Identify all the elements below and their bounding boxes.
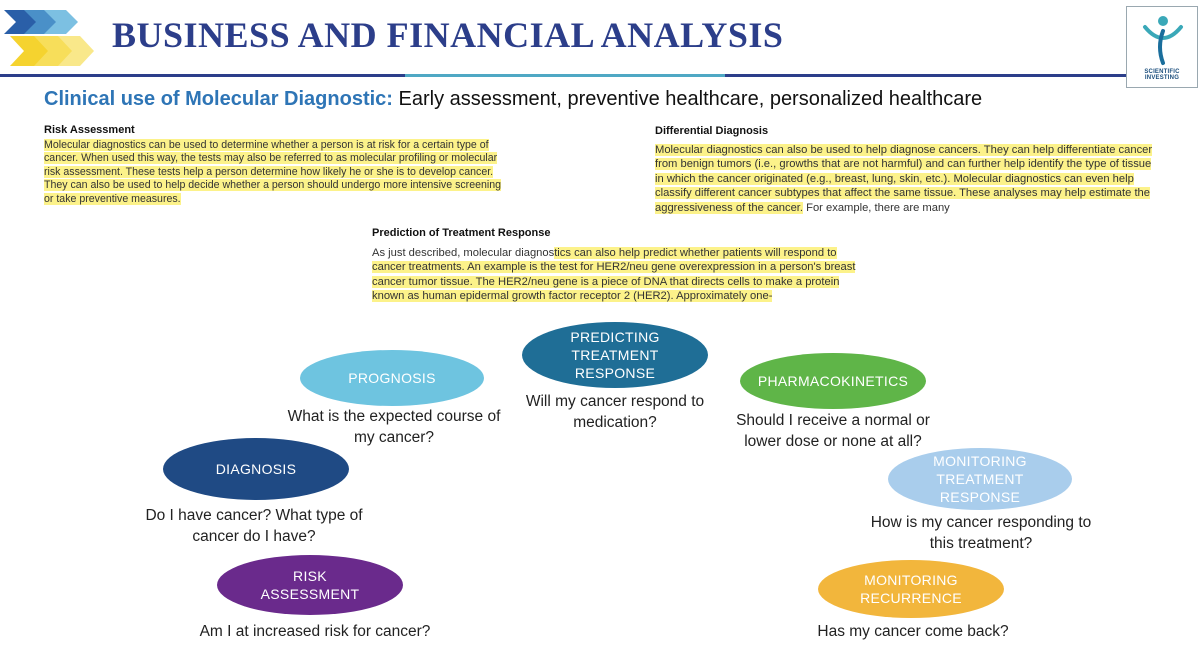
bubble-label: PROGNOSIS [348, 370, 436, 386]
logo-text: SCIENTIFIC INVESTING [1144, 69, 1180, 81]
bubble-monitoring-recurrence [818, 560, 1004, 618]
differential-diagnosis-text-highlighted: Molecular diagnostics can also be used to help diagnose cancers. They can help differentiate cancer from benign tumors (i.e., growths that are not harmful) and can further help identify the type of tissue in which the cancer originated (e.g., breast, lung, skin, etc.). Molecular diagnostics can even help classify different cancer subtypes that affect the same tissue. These analyses may help estimate the aggressiveness of the cancer. [655, 144, 1153, 214]
bubble-label: PREDICTING TREATMENT RESPONSE [570, 329, 660, 381]
subtitle-rest: Early assessment, preventive healthcare, personalized healthcare [392, 88, 983, 110]
bubble-label: PHARMACOKINETICS [757, 373, 909, 389]
question-prognosis: What is the expected course of my cancer? [287, 408, 501, 446]
bubble-label: MONITORING RECURRENCE [860, 572, 962, 606]
chevron-logo-icon [4, 6, 94, 68]
prediction-text [372, 246, 872, 304]
bubble-label: DIAGNOSIS [215, 461, 297, 477]
subtitle-lead: Clinical use of Molecular Diagnostic: [44, 88, 393, 110]
figure-logo-icon [1127, 9, 1199, 69]
bubble-predicting-treatment-response [522, 322, 708, 388]
risk-assessment-text [44, 139, 504, 206]
title-divider-accent [405, 74, 725, 77]
page-title: BUSINESS AND FINANCIAL ANALYSIS [112, 15, 784, 55]
differential-diagnosis-text-plain: For example, there are many [803, 201, 950, 214]
differential-diagnosis-text [655, 143, 1155, 215]
prediction-text-highlighted: tics can also help predict whether patients will respond to cancer treatments. An example is the test for HER2/neu gene overexpression in a person's breast cancer tumor tissue. The HER2/neu gene is a piece of DNA that directs cells to make a protein known as human epidermal growth factor receptor 2 (HER2). Approximately one- [372, 247, 856, 303]
prediction-heading: Prediction of Treatment Response [372, 227, 551, 239]
bubble-label: RISK ASSESSMENT [260, 568, 360, 602]
question-predicting-treatment-response: Will my cancer respond to medication? [525, 393, 705, 431]
risk-assessment-heading: Risk Assessment [44, 124, 135, 136]
bubble-diagnosis [163, 438, 349, 500]
bubble-pharmacokinetics [740, 353, 926, 409]
scientific-investing-logo [1126, 6, 1198, 88]
risk-assessment-text-highlighted: Molecular diagnostics can be used to determine whether a person is at risk for a certain type of cancer. When used this way, the tests may also be referred to as molecular profiling or molecular risk assessment. These tests help a person determine how likely he or she is to develop cancer. They can also be used to help decide whether a person should undergo more intensive screening or take preventive measures. [44, 139, 502, 205]
question-pharmacokinetics: Should I receive a normal or lower dose or none at all? [736, 412, 930, 450]
bubble-prognosis [300, 350, 484, 406]
differential-diagnosis-heading: Differential Diagnosis [655, 125, 769, 137]
bubble-monitoring-treatment-response [888, 448, 1072, 510]
question-risk-assessment: Am I at increased risk for cancer? [199, 623, 431, 640]
bubble-label: MONITORING TREATMENT RESPONSE [933, 453, 1027, 505]
bubble-risk-assessment [217, 555, 403, 615]
question-monitoring-recurrence: Has my cancer come back? [817, 623, 1009, 640]
slide-subtitle [44, 88, 982, 111]
prediction-text-plain: As just described, molecular diagnos [372, 247, 555, 259]
question-diagnosis: Do I have cancer? What type of cancer do I have? [145, 507, 363, 545]
question-monitoring-treatment-response: How is my cancer responding to this treatment? [870, 514, 1092, 552]
